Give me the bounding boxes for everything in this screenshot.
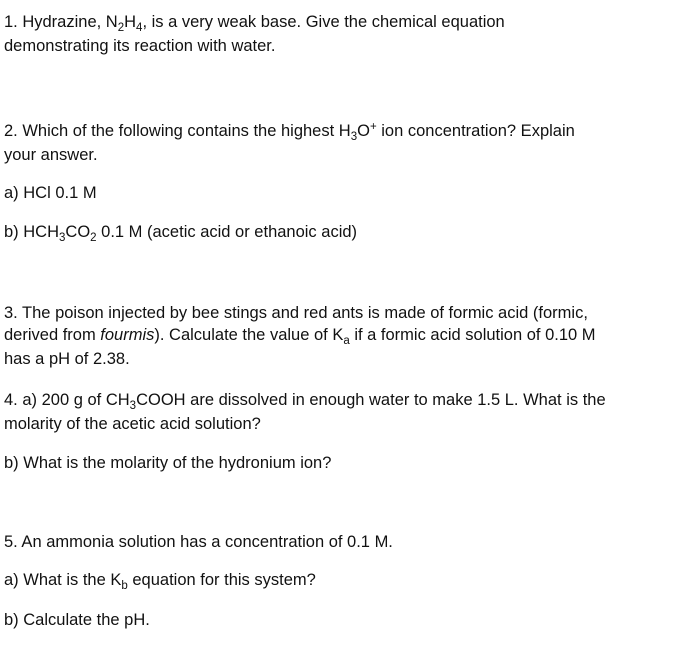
question-3-line-3: has a pH of 2.38. xyxy=(4,350,130,368)
q1-text-c: , is a very weak base. Give the chemical equation xyxy=(142,13,505,31)
question-2-line-2: your answer. xyxy=(4,146,98,164)
q5a-text-a: a) What is the K xyxy=(4,571,122,589)
q2b-subscript-1: 3 xyxy=(59,232,66,244)
question-4-line-2: molarity of the acetic acid solution? xyxy=(4,415,261,433)
q1-text-b: H xyxy=(124,13,137,31)
question-5-part-a xyxy=(4,570,316,591)
q2b-subscript-2: 2 xyxy=(90,232,97,244)
question-1-line-1 xyxy=(4,12,505,33)
question-4-part-b: b) What is the molarity of the hydronium ion? xyxy=(4,454,332,472)
q2b-text-c: 0.1 M (acetic acid or ethanoic acid) xyxy=(96,223,358,241)
q4-subscript: 3 xyxy=(129,400,137,412)
question-3-line-2 xyxy=(4,325,596,346)
question-5-line-1: 5. An ammonia solution has a concentration of 0.1 M. xyxy=(4,533,393,551)
question-2-option-b xyxy=(4,222,357,243)
q2-text-a: 2. Which of the following contains the highest H xyxy=(4,122,351,140)
q3-text-b: ). Calculate the value of K xyxy=(154,326,344,344)
q3-text-a: derived from xyxy=(4,326,101,344)
q2-text-b: O xyxy=(357,122,370,140)
q2b-text-b: CO xyxy=(65,223,91,241)
question-2-option-a: a) HCl 0.1 M xyxy=(4,184,97,202)
q5a-text-b: equation for this system? xyxy=(127,571,316,589)
q1-subscript-1: 2 xyxy=(117,22,125,34)
q2-superscript: + xyxy=(369,121,377,133)
q2-text-c: ion concentration? Explain xyxy=(376,122,575,140)
question-5-part-b: b) Calculate the pH. xyxy=(4,611,150,629)
q1-subscript-2: 4 xyxy=(136,22,143,34)
q2b-text-a: b) HCH xyxy=(4,223,60,241)
q4-text-a: 4. a) 200 g of CH xyxy=(4,391,130,409)
q4-text-b: COOH are dissolved in enough water to make 1.5 L. What is the xyxy=(136,391,606,409)
q5a-subscript: b xyxy=(121,580,128,592)
q3-italic-word: fourmis xyxy=(100,326,155,344)
question-1-line-2: demonstrating its reaction with water. xyxy=(4,37,276,55)
q2-subscript: 3 xyxy=(350,131,358,143)
question-3-line-1: 3. The poison injected by bee stings and red ants is made of formic acid (formic, xyxy=(4,304,588,322)
q3-text-c: if a formic acid solution of 0.10 M xyxy=(349,326,596,344)
question-2-line-1 xyxy=(4,121,575,142)
question-4-line-1 xyxy=(4,390,606,411)
q3-subscript: a xyxy=(343,335,350,347)
q1-text-a: 1. Hydrazine, N xyxy=(4,13,118,31)
